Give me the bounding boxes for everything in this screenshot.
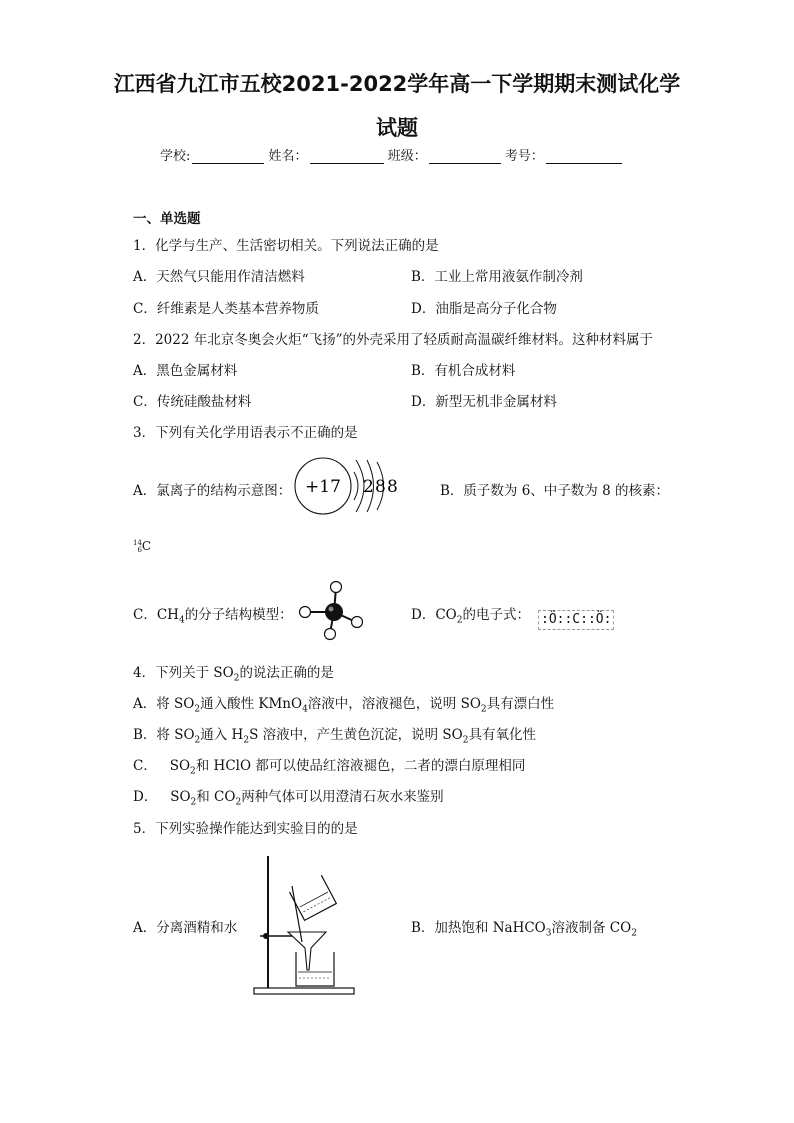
page-title-continued: 试题 xyxy=(376,116,418,140)
q4-option-c[interactable]: C． $SO_2$和 HClO 都可以使品红溶液褪色，二者的漂白原理相同 xyxy=(133,758,526,777)
nucleus-charge: +17 xyxy=(305,477,341,497)
student-info-row xyxy=(160,145,622,164)
q5-option-b[interactable]: B．加热饱和 NaHCO$_3$溶液制备 $CO_2$ xyxy=(411,920,637,939)
name-blank[interactable] xyxy=(310,149,384,164)
q3-option-c[interactable]: C．$CH_4$的分子结构模型： xyxy=(133,607,293,626)
shell-2-electrons: 8 xyxy=(375,477,386,497)
school-blank[interactable] xyxy=(192,149,264,164)
page-title: 江西省九江市五校2021-2022学年高一下学期期末测试化学 xyxy=(113,72,681,96)
methane-ball-stick-model xyxy=(296,578,368,642)
section-heading: 一、单选题 xyxy=(133,211,201,227)
q4-option-b[interactable]: B．将 $SO_2$通入 $H_2S$ 溶液中，产生黄色沉淀，说明 $SO_2$具有氧化性 xyxy=(133,727,536,746)
class-label: 班级： xyxy=(387,149,427,164)
school-label: 学校: xyxy=(160,149,191,164)
q1-option-a[interactable]: A．天然气只能用作清洁燃料 xyxy=(133,269,305,285)
q4-option-a[interactable]: A．将 $SO_2$通入酸性 KMnO$_4$溶液中，溶液褪色，说明 $SO_2$具有漂白性 xyxy=(133,696,555,715)
chloride-ion-structure-diagram xyxy=(292,450,402,522)
q4-stem: 4．下列关于 $SO_2$的说法正确的是 xyxy=(133,665,334,684)
q2-option-a[interactable]: A．黑色金属材料 xyxy=(133,363,238,379)
q1-stem: 1．化学与生产、生活密切相关。下列说法正确的是 xyxy=(133,238,439,254)
q3-stem: 3．下列有关化学用语表示不正确的是 xyxy=(133,425,358,441)
q1-option-c[interactable]: C．纤维素是人类基本营养物质 xyxy=(133,301,319,317)
q3-option-b[interactable]: B．质子数为 6、中子数为 8 的核素： xyxy=(440,483,669,499)
q3-option-b-nuclide xyxy=(133,539,151,554)
shell-3-electrons: 8 xyxy=(387,477,398,497)
nuclide-symbol: C xyxy=(141,539,152,553)
q2-option-b[interactable]: B．有机合成材料 xyxy=(411,363,516,379)
atomic-number: 6 xyxy=(137,545,142,554)
q2-option-d[interactable]: D．新型无机非金属材料 xyxy=(411,394,557,410)
filtration-apparatus-diagram xyxy=(250,852,370,1000)
q4-option-d[interactable]: D． $SO_2$和 $CO_2$两种气体可以用澄清石灰水来鉴别 xyxy=(133,789,444,808)
q5-stem: 5．下列实验操作能达到实验目的的是 xyxy=(133,821,358,837)
q3-option-d[interactable]: D．$CO_2$的电子式： xyxy=(411,607,530,626)
shell-1-electrons: 2 xyxy=(363,477,374,497)
q3-option-a[interactable]: A．氯离子的结构示意图： xyxy=(133,483,292,499)
number-blank[interactable] xyxy=(546,149,622,164)
co2-lewis-structure: :Ö::C::Ö: xyxy=(538,610,614,630)
q1-option-d[interactable]: D．油脂是高分子化合物 xyxy=(411,301,557,317)
number-label: 考号： xyxy=(504,149,544,164)
class-blank[interactable] xyxy=(429,149,501,164)
q2-stem: 2．2022 年北京冬奥会火炬“飞扬”的外壳采用了轻质耐高温碳纤维材料。这种材料属于 xyxy=(133,332,654,348)
q2-option-c[interactable]: C．传统硅酸盐材料 xyxy=(133,394,252,410)
name-label: 姓名： xyxy=(268,149,308,164)
mass-number: 14 xyxy=(133,538,142,547)
q5-option-a[interactable]: A．分离酒精和水 xyxy=(133,920,238,936)
q1-option-b[interactable]: B．工业上常用液氨作制冷剂 xyxy=(411,269,583,285)
